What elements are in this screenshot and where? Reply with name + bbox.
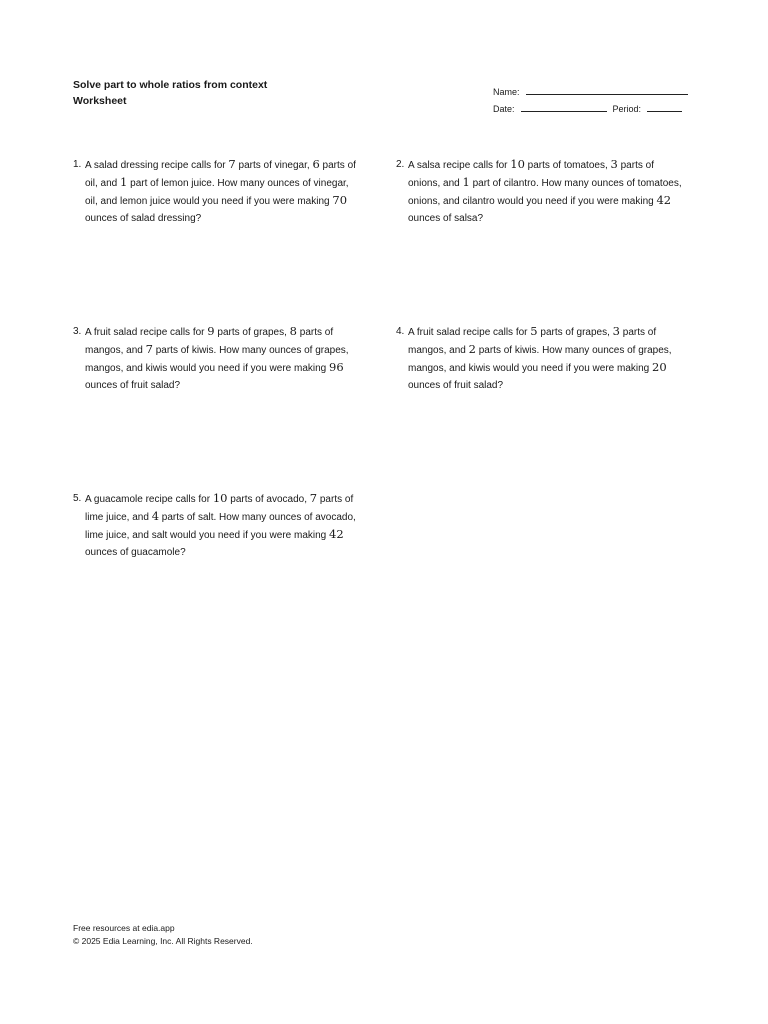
math-number: 20	[652, 360, 667, 374]
question-1	[73, 156, 363, 227]
date-field[interactable]	[521, 101, 607, 112]
footer-copyright: © 2025 Edia Learning, Inc. All Rights Reserved.	[73, 936, 253, 946]
text-run: parts of grapes,	[214, 327, 290, 338]
text-run: parts of salt. How many ounces of avocado, lime juice, and salt would you need if you were making	[85, 512, 356, 541]
text-run: ounces of fruit salad?	[85, 380, 181, 391]
math-number: 10	[212, 491, 228, 505]
text-run: parts of onions, and	[408, 160, 654, 189]
math-number: 1	[120, 175, 128, 189]
date-period-row	[493, 97, 688, 114]
question-text	[85, 156, 363, 227]
name-field[interactable]	[526, 84, 688, 95]
text-run: A fruit salad recipe calls for	[85, 327, 208, 338]
math-number: 6	[312, 157, 320, 171]
text-run: ounces of fruit salad?	[408, 380, 504, 391]
math-number: 42	[656, 193, 672, 207]
question-text	[85, 323, 363, 394]
math-number: 7	[145, 342, 153, 356]
question-text	[408, 156, 686, 227]
question-number: 5.	[73, 493, 82, 504]
text-run: ounces of salad dressing?	[85, 213, 202, 224]
worksheet-subtitle: Worksheet	[73, 95, 127, 107]
text-run: part of cilantro. How many ounces of tomatoes, onions, and cilantro would you need if you were making	[408, 178, 682, 207]
question-number: 4.	[396, 326, 405, 337]
math-number: 3	[612, 324, 620, 338]
question-text	[408, 323, 686, 394]
math-number: 1	[462, 175, 470, 189]
student-info-fields	[493, 80, 688, 114]
math-number: 70	[332, 193, 348, 207]
math-number: 96	[329, 360, 344, 374]
worksheet-title: Solve part to whole ratios from context	[73, 79, 268, 91]
math-number: 2	[468, 342, 476, 356]
name-row	[493, 80, 688, 97]
math-number: 42	[329, 527, 344, 541]
footer-resources: Free resources at edia.app	[73, 923, 175, 933]
date-label: Date:	[493, 104, 515, 114]
question-4	[396, 323, 686, 394]
worksheet-header	[73, 77, 267, 109]
question-2	[396, 156, 686, 227]
text-run: A guacamole recipe calls for	[85, 494, 213, 505]
math-number: 5	[530, 324, 538, 338]
text-run: A fruit salad recipe calls for	[408, 327, 531, 338]
text-run: parts of mangos, and	[408, 327, 657, 356]
text-run: parts of grapes,	[537, 327, 613, 338]
text-run: A salsa recipe calls for	[408, 160, 511, 171]
question-number: 1.	[73, 159, 82, 170]
question-text	[85, 490, 363, 561]
math-number: 8	[289, 324, 297, 338]
period-field[interactable]	[647, 101, 682, 112]
math-number: 7	[309, 491, 318, 505]
question-5	[73, 490, 363, 561]
text-run: A salad dressing recipe calls for	[85, 160, 229, 171]
text-run: ounces of salsa?	[408, 213, 484, 224]
text-run: parts of lime juice, and	[85, 494, 354, 523]
text-run: parts of kiwis. How many ounces of grapes, mangos, and kiwis would you need if you were making	[85, 345, 349, 374]
period-label: Period:	[612, 104, 642, 114]
text-run: parts of avocado,	[227, 494, 310, 505]
text-run: ounces of guacamole?	[85, 547, 186, 558]
question-number: 2.	[396, 159, 405, 170]
page-footer	[73, 922, 253, 948]
text-run: parts of tomatoes,	[524, 160, 611, 171]
text-run: parts of mangos, and	[85, 327, 334, 356]
question-number: 3.	[73, 326, 82, 337]
text-run: parts of kiwis. How many ounces of grapes, mangos, and kiwis would you need if you were making	[408, 345, 672, 374]
math-number: 4	[151, 509, 160, 523]
math-number: 9	[207, 324, 215, 338]
text-run: part of lemon juice. How many ounces of vinegar, oil, and lemon juice would you need if you were making	[85, 178, 349, 207]
name-label: Name:	[493, 87, 520, 97]
text-run: parts of oil, and	[85, 160, 356, 189]
text-run: parts of vinegar,	[235, 160, 313, 171]
math-number: 3	[610, 157, 618, 171]
math-number: 10	[510, 157, 525, 171]
math-number: 7	[228, 157, 236, 171]
question-3	[73, 323, 363, 394]
